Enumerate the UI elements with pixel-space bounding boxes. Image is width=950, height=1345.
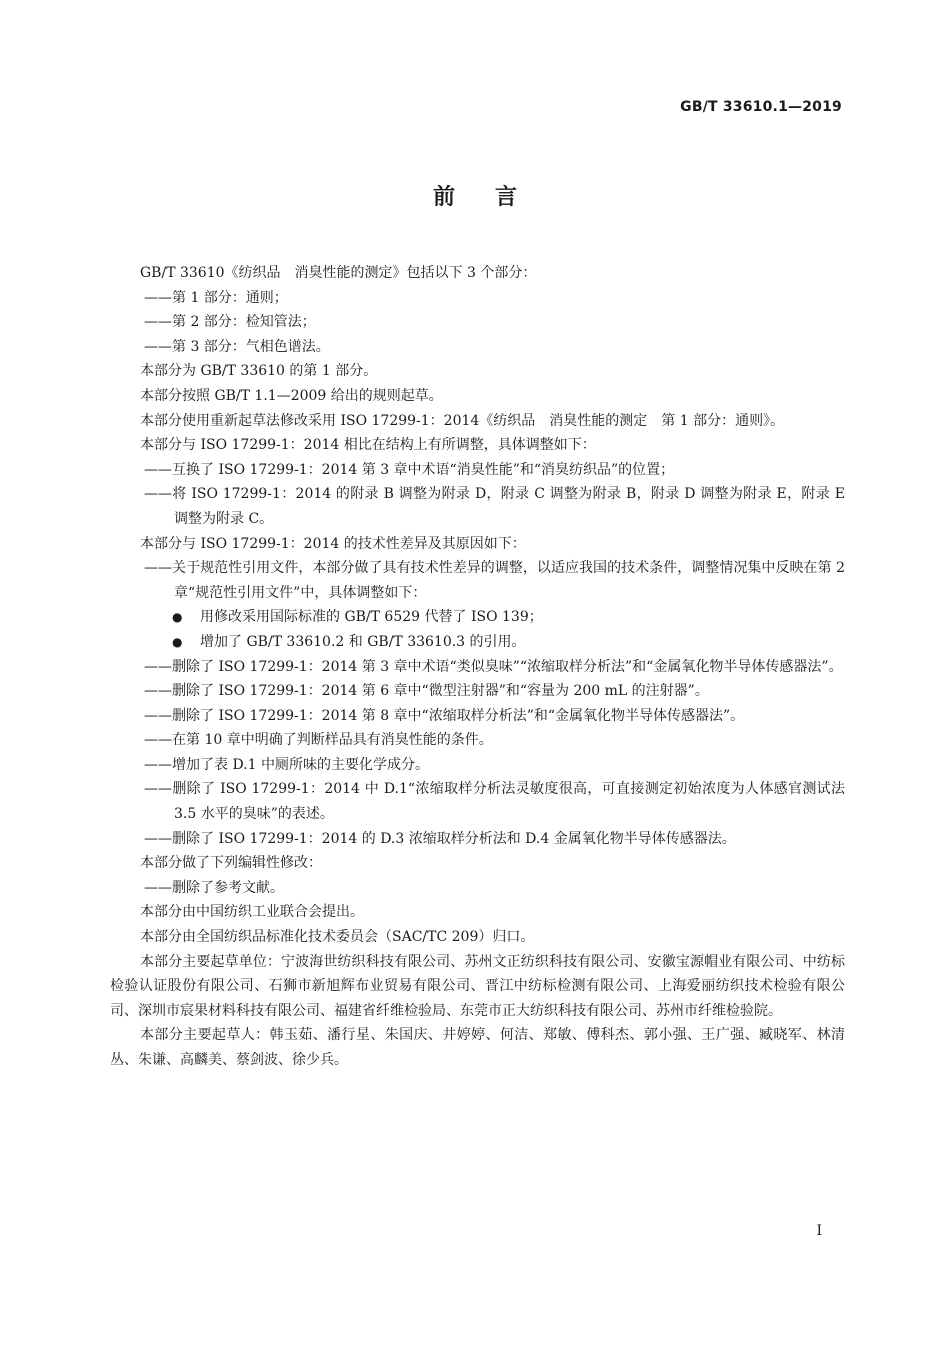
page-number: I bbox=[816, 1223, 822, 1239]
list-item: ——第 2 部分：检知管法； bbox=[144, 314, 316, 331]
paragraph: 本部分由全国纺织品标准化技术委员会（SAC/TC 209）归口。 bbox=[140, 929, 535, 946]
bullet-dot-icon: ● bbox=[172, 610, 183, 625]
document-body bbox=[110, 261, 845, 1073]
list-item: ——删除了 ISO 17299-1：2014 第 3 章中术语“类似臭味”“浓缩取样分析法”和“金属氧化物半导体传感器法”。 bbox=[144, 658, 843, 675]
paragraph: 本部分主要起草人：韩玉茹、潘行星、朱国庆、井婷婷、何洁、郑敏、傅科杰、郭小强、王广强、臧晓军、林清丛、朱谦、高麟美、蔡剑波、徐少兵。 bbox=[110, 1027, 845, 1068]
paragraph: 本部分主要起草单位：宁波海世纺织科技有限公司、苏州文正纺织科技有限公司、安徽宝源帽业有限公司、中纺标检验认证股份有限公司、石狮市新旭辉布业贸易有限公司、晋江中纺标检测有限公司、上海爱丽纺织技术检验有限公司、深圳市宸果材料科技有限公司、福建省纤维检验局、东莞市正大纺织科技有限公司、苏州市纤维检验院。 bbox=[110, 953, 845, 1019]
paragraph: 本部分做了下列编辑性修改： bbox=[140, 855, 322, 872]
list-item: ——删除了 ISO 17299-1：2014 中 D.1“浓缩取样分析法灵敏度很高，可直接测定初始浓度为人体感官测试法 3.5 水平的臭味”的表述。 bbox=[144, 781, 845, 823]
paragraph: 本部分与 ISO 17299-1：2014 相比在结构上有所调整，具体调整如下： bbox=[140, 437, 596, 454]
list-item: ——互换了 ISO 17299-1：2014 第 3 章中术语“消臭性能”和“消臭纺织品”的位置； bbox=[144, 461, 675, 478]
paragraph: 本部分与 ISO 17299-1：2014 的技术性差异及其原因如下： bbox=[140, 535, 526, 552]
list-item: ——第 1 部分：通则； bbox=[144, 289, 288, 306]
list-item: ——删除了 ISO 17299-1：2014 第 8 章中“浓缩取样分析法”和“金属氧化物半导体传感器法”。 bbox=[144, 707, 745, 724]
paragraph: GB/T 33610《纺织品 消臭性能的测定》包括以下 3 个部分： bbox=[140, 265, 537, 281]
list-item: ——在第 10 章中明确了判断样品具有消臭性能的条件。 bbox=[144, 732, 493, 749]
list-item: ——删除了参考文献。 bbox=[144, 879, 284, 896]
paragraph: 本部分为 GB/T 33610 的第 1 部分。 bbox=[140, 363, 378, 380]
list-item: ——将 ISO 17299-1：2014 的附录 B 调整为附录 D，附录 C 调整为附录 B，附录 D 调整为附录 E，附录 E 调整为附录 C。 bbox=[144, 486, 845, 527]
standard-code: GB/T 33610.1—2019 bbox=[680, 99, 842, 115]
list-item: ——增加了表 D.1 中厕所味的主要化学成分。 bbox=[144, 756, 429, 773]
bullet-item bbox=[110, 605, 845, 630]
list-item: ——删除了 ISO 17299-1：2014 的 D.3 浓缩取样分析法和 D.4 金属氧化物半导体传感器法。 bbox=[144, 830, 736, 847]
bullet-item bbox=[110, 630, 845, 655]
bullet-dot-icon: ● bbox=[172, 634, 183, 649]
paragraph: 本部分按照 GB/T 1.1—2009 给出的规则起草。 bbox=[140, 387, 443, 404]
page-title: 前言 bbox=[432, 185, 557, 210]
list-item: ——第 3 部分：气相色谱法。 bbox=[144, 338, 330, 355]
bullet-text: 用修改采用国际标准的 GB/T 6529 代替了 ISO 139； bbox=[200, 609, 543, 626]
paragraph: 本部分由中国纺织工业联合会提出。 bbox=[140, 904, 364, 921]
bullet-text: 增加了 GB/T 33610.2 和 GB/T 33610.3 的引用。 bbox=[200, 633, 526, 650]
list-item: ——删除了 ISO 17299-1：2014 第 6 章中“微型注射器”和“容量为 200 mL 的注射器”。 bbox=[144, 683, 709, 700]
paragraph: 本部分使用重新起草法修改采用 ISO 17299-1：2014《纺织品 消臭性能的测定 第 1 部分：通则》。 bbox=[140, 412, 785, 429]
list-item: ——关于规范性引用文件，本部分做了具有技术性差异的调整，以适应我国的技术条件，调整情况集中反映在第 2 章“规范性引用文件”中，具体调整如下： bbox=[144, 560, 845, 601]
